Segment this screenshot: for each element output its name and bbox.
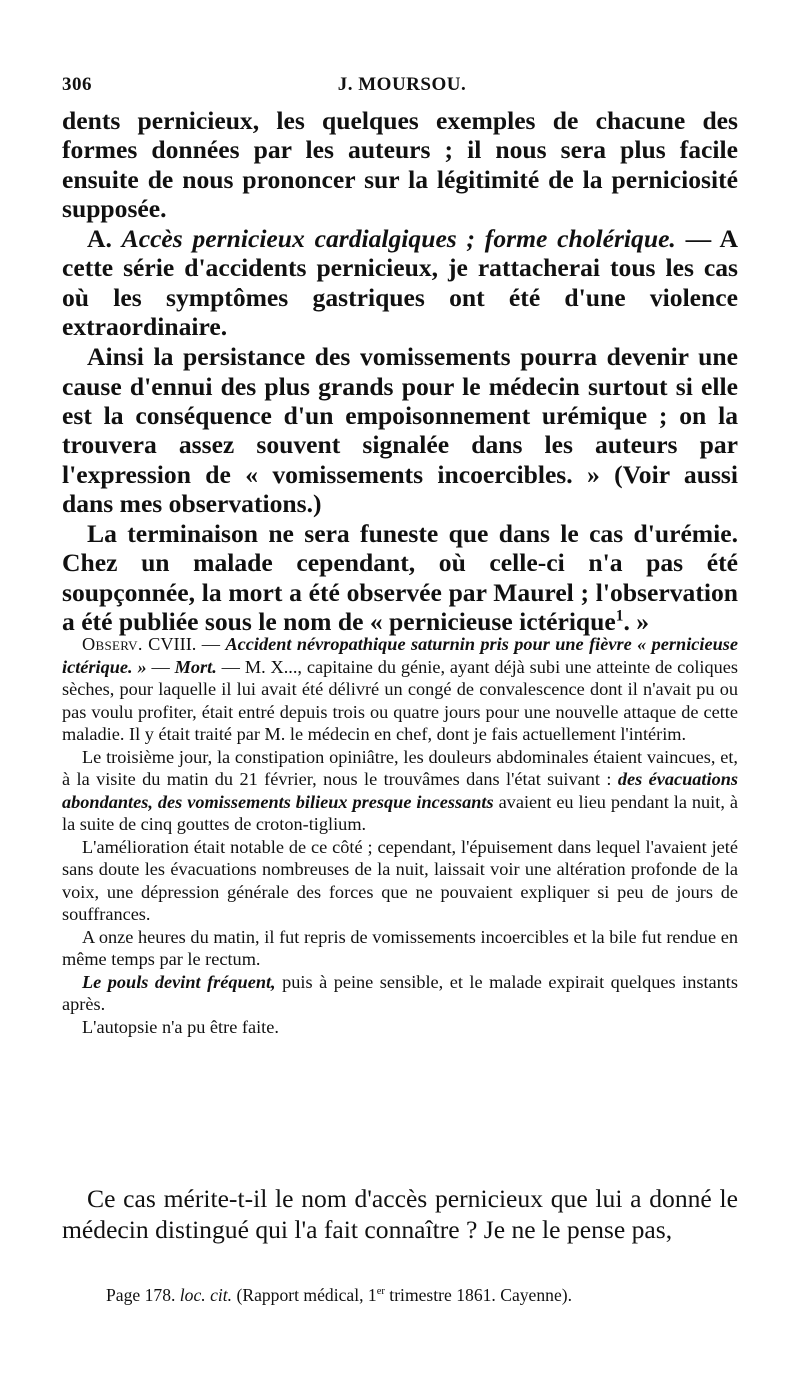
observation-paragraph-2 [62,746,738,836]
observation-block [62,633,738,1038]
observation-label: Observ. [82,634,143,654]
observation-paragraph-1 [62,633,738,746]
paragraph-4 [62,519,738,636]
observation-text-2b: avaient eu lieu pendant la nuit, à la suite de cinq gouttes de croton-tiglium. [62,791,738,834]
footnote-marker: 1 [615,607,624,625]
page-number: 306 [62,74,92,95]
section-title: Accès pernicieux cardialgiques ; forme cholérique. [121,224,676,254]
page-header [62,74,742,100]
conclusion-paragraph: Ce cas mérite-t-il le nom d'accès pernicieux que lui a donné le médecin distingué qui l'a fait connaître ? Je ne le pense pas, [62,1184,738,1244]
observation-text-5: puis à peine sensible, et le malade expirait quelques instants après. [62,971,738,1014]
footnote-text-b: trimestre 1861. Cayenne). [384,1285,573,1305]
footnote [106,1284,666,1306]
footnote-text-a: (Rapport médical, 1 [232,1285,377,1305]
paragraph-4-end: . » [623,607,650,637]
observation-number: CVIII. — [142,634,226,654]
observation-emphasis: des évacuations abondantes, des vomissements bilieux presque incessants [62,769,738,812]
main-text [62,106,738,637]
observation-paragraph-3: L'amélioration était notable de ce côté ; cependant, l'épuisement dans lequel l'avaient jeté sans doute les évacuations nombreuses de la nuit, laissait voir une altération profonde de la voix, une dépression générale des forces que ne pouvaient expliquer si peu de jours de souffrances. [62,836,738,924]
observation-paragraph-5 [62,971,738,1016]
paragraph-4-text: La terminaison ne sera funeste que dans le cas d'urémie. Chez un malade cependant, où celle-ci n'a pas été soupçonnée, la mort a été observée par Maurel ; l'observation a été publiée sous le nom de « pernicieuse ictérique [62,519,738,637]
paragraph-1: dents pernicieux, les quelques exemples de chacune des formes données par les auteurs ; il nous sera plus facile ensuite de nous prononcer sur la légitimité de la perniciosité supposée. [62,106,738,223]
footnote-superscript: er [376,1286,385,1298]
observation-title: Accident névropathique saturnin pris pour une fièvre « pernicieuse ictérique. » [62,634,738,677]
section-letter: A. [87,224,122,254]
footnote-citation: loc. cit. [179,1285,233,1305]
footnote-lead: Page 178. [106,1285,180,1305]
conclusion-block [62,1183,738,1245]
paragraph-2 [62,224,738,341]
observation-paragraph-6: L'autopsie n'a pu être faite. [82,1016,279,1037]
observation-text-1: — M. X..., capitaine du génie, ayant déjà subi une atteinte de coliques sèches, pour laquelle il lui avait été délivré un congé de convalescence dont il n'avait pu ou pas voulu profiter, était entré depuis trois ou quatre jours pour une nouvelle attaque de cette maladie. Il y était traité par M. le médecin en chef, dont je fais actuellement l'intérim. [62,656,738,744]
paragraph-2-text: — A cette série d'accidents pernicieux, je rattacherai tous les cas où les symptômes gastriques ont été d'une violence extraordinaire. [62,224,739,342]
paragraph-3: Ainsi la persistance des vomissements pourra devenir une cause d'ennui des plus grands pour le médecin surtout si elle est la conséquence d'un empoisonnement urémique ; on la trouvera assez souvent signalée dans les auteurs par l'expression de « vomissements incoercibles. » (Voir aussi dans mes observations.) [62,342,738,518]
running-title: J. MOURSOU. [337,74,467,95]
observation-dash: — [146,656,175,677]
observation-text-2a: Le troisième jour, la constipation opiniâtre, les douleurs abdominales étaient vaincues, et, à la visite du matin du 21 février, nous le trouvâmes dans l'état suivant : [62,746,738,789]
observation-pulse: Le pouls devint fréquent, [82,971,276,992]
observation-outcome: Mort. [174,656,217,677]
observation-paragraph-4: A onze heures du matin, il fut repris de vomissements incoercibles et la bile fut rendue en même temps par le rectum. [62,926,738,969]
